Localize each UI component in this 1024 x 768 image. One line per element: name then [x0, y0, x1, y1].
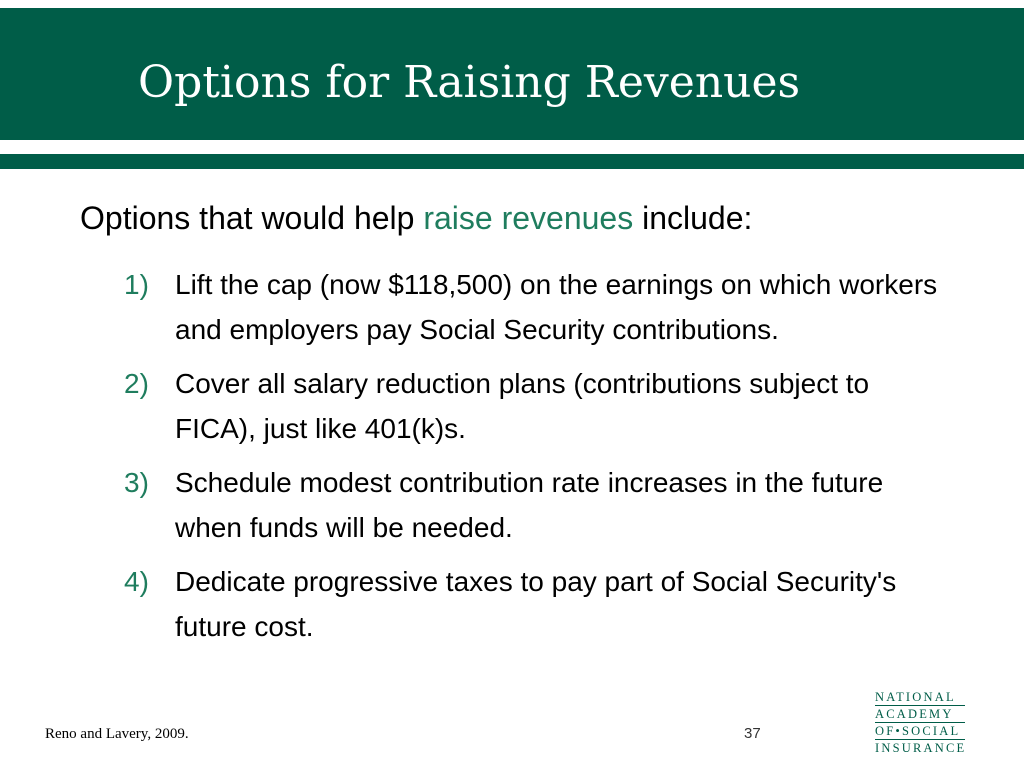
list-item	[124, 361, 944, 451]
list-item	[124, 460, 944, 550]
list-item-number: 1)	[124, 269, 149, 300]
logo-line: OF•SOCIAL	[875, 723, 965, 740]
intro-text	[80, 196, 752, 240]
list-item-text: Lift the cap (now $118,500) on the earnings on which workers and employers pay Social Security contributions.	[175, 269, 938, 345]
logo-line: NATIONAL	[875, 689, 965, 706]
citation: Reno and Lavery, 2009.	[45, 726, 189, 742]
divider-stripe	[0, 154, 1024, 169]
list-item-text: Cover all salary reduction plans (contributions subject to FICA), just like 401(k)s.	[175, 368, 870, 444]
title-bar	[0, 8, 1024, 140]
page-number: 37	[744, 725, 761, 742]
list-item-text: Schedule modest contribution rate increases in the future when funds will be needed.	[175, 467, 884, 543]
logo-line: INSURANCE	[875, 741, 967, 755]
intro-before: Options that would help	[80, 200, 424, 236]
list-item	[124, 559, 944, 649]
intro-after: include:	[633, 200, 753, 236]
list-item-number: 3)	[124, 467, 149, 498]
list-item-text: Dedicate progressive taxes to pay part of Social Security's future cost.	[175, 566, 897, 642]
list-item-number: 4)	[124, 566, 149, 597]
slide-title: Options for Raising Revenues	[138, 57, 801, 108]
list-item-number: 2)	[124, 368, 149, 399]
logo-line: ACADEMY	[875, 706, 965, 723]
nasi-logo	[875, 689, 965, 756]
options-list	[124, 262, 944, 658]
intro-highlight: raise revenues	[423, 200, 634, 236]
list-item	[124, 262, 944, 352]
